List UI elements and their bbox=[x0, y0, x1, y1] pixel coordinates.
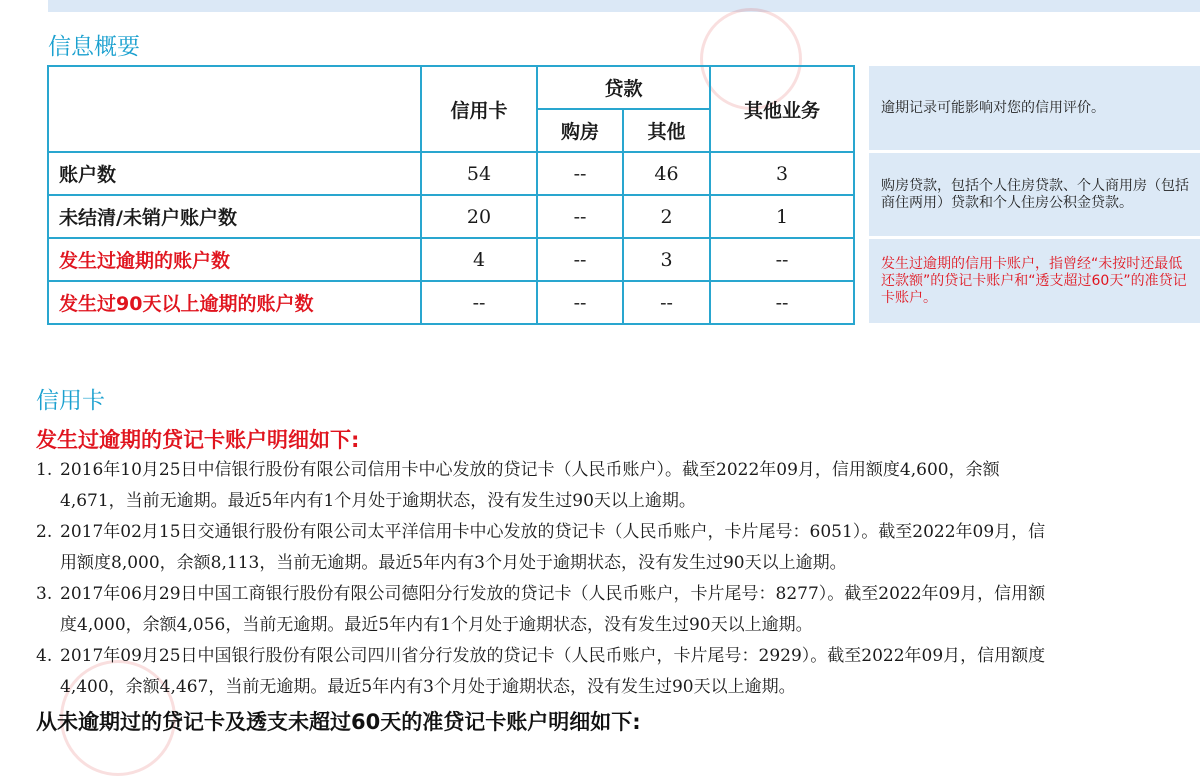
cell-value: 2 bbox=[623, 195, 710, 238]
item-line: 2017年02月15日交通银行股份有限公司太平洋信用卡中心发放的贷记卡（人民币账户，卡片尾号：6051）。截至2022年09月，信 bbox=[60, 522, 1046, 542]
header-other-business: 其他业务 bbox=[710, 66, 854, 152]
cell-value: -- bbox=[710, 281, 854, 324]
table-corner-cell bbox=[48, 66, 421, 152]
table-row bbox=[48, 195, 854, 238]
note-box bbox=[869, 153, 1200, 236]
cell-value: -- bbox=[623, 281, 710, 324]
table-row bbox=[48, 281, 854, 324]
summary-table bbox=[47, 65, 855, 325]
note-text: 购房贷款，包括个人住房贷款、个人商用房（包括商住两用）贷款和个人住房公积金贷款。 bbox=[881, 177, 1189, 211]
item-index: 3. bbox=[36, 584, 53, 604]
note-text: 逾期记录可能影响对您的信用评价。 bbox=[881, 99, 1105, 116]
cell-value: -- bbox=[537, 152, 623, 195]
list-item bbox=[36, 579, 1200, 641]
list-item bbox=[36, 641, 1200, 703]
cell-value: -- bbox=[537, 195, 623, 238]
item-index: 4. bbox=[36, 646, 53, 666]
cell-value: -- bbox=[537, 238, 623, 281]
cell-value: 54 bbox=[421, 152, 537, 195]
list-item bbox=[36, 517, 1200, 579]
cell-value: 4 bbox=[421, 238, 537, 281]
item-line: 度4,000，余额4,056，当前无逾期。最近5年内有1个月处于逾期状态，没有发生过90天以上逾期。 bbox=[60, 615, 813, 635]
item-line: 4,671，当前无逾期。最近5年内有1个月处于逾期状态，没有发生过90天以上逾期。 bbox=[60, 491, 696, 511]
cell-value: -- bbox=[421, 281, 537, 324]
header-house: 购房 bbox=[537, 109, 623, 152]
item-index: 1. bbox=[36, 460, 53, 480]
cell-value: 3 bbox=[623, 238, 710, 281]
cell-value: 46 bbox=[623, 152, 710, 195]
item-line: 2016年10月25日中信银行股份有限公司信用卡中心发放的贷记卡（人民币账户）。截至2022年09月，信用额度4,600，余额 bbox=[60, 460, 1000, 480]
header-loan: 贷款 bbox=[537, 66, 710, 109]
header-credit-card: 信用卡 bbox=[421, 66, 537, 152]
note-text: 发生过逾期的信用卡账户，指曾经“未按时还最低还款额”的贷记卡账户和“透支超过60天”的准贷记卡账户。 bbox=[881, 255, 1187, 306]
row-label: 账户数 bbox=[48, 152, 421, 195]
cell-value: 20 bbox=[421, 195, 537, 238]
header-other: 其他 bbox=[623, 109, 710, 152]
item-line: 2017年09月25日中国银行股份有限公司四川省分行发放的贷记卡（人民币账户，卡片尾号：2929）。截至2022年09月，信用额度 bbox=[60, 646, 1046, 666]
cell-value: 1 bbox=[710, 195, 854, 238]
note-box bbox=[869, 66, 1200, 150]
item-line: 用额度8,000，余额8,113，当前无逾期。最近5年内有3个月处于逾期状态，没有发生过90天以上逾期。 bbox=[60, 553, 847, 573]
normal-accounts-heading: 从未逾期过的贷记卡及透支未超过60天的准贷记卡账户明细如下: bbox=[36, 710, 641, 734]
row-label: 发生过逾期的账户数 bbox=[48, 238, 421, 281]
row-label: 发生过90天以上逾期的账户数 bbox=[48, 281, 421, 324]
top-header-strip bbox=[48, 0, 1200, 12]
item-line: 2017年06月29日中国工商银行股份有限公司德阳分行发放的贷记卡（人民币账户，卡片尾号：8277）。截至2022年09月，信用额 bbox=[60, 584, 1046, 604]
overdue-account-list bbox=[36, 455, 1200, 703]
item-index: 2. bbox=[36, 522, 53, 542]
row-label: 未结清/未销户账户数 bbox=[48, 195, 421, 238]
item-line: 4,400，余额4,467，当前无逾期。最近5年内有3个月处于逾期状态，没有发生过90天以上逾期。 bbox=[60, 677, 796, 697]
overdue-heading: 发生过逾期的贷记卡账户明细如下: bbox=[36, 428, 360, 452]
table-row bbox=[48, 238, 854, 281]
note-box-red bbox=[869, 239, 1200, 323]
overview-title: 信息概要 bbox=[48, 34, 140, 60]
cell-value: -- bbox=[710, 238, 854, 281]
table-row bbox=[48, 152, 854, 195]
cell-value: 3 bbox=[710, 152, 854, 195]
cell-value: -- bbox=[537, 281, 623, 324]
credit-card-title: 信用卡 bbox=[36, 388, 105, 414]
list-item bbox=[36, 455, 1200, 517]
